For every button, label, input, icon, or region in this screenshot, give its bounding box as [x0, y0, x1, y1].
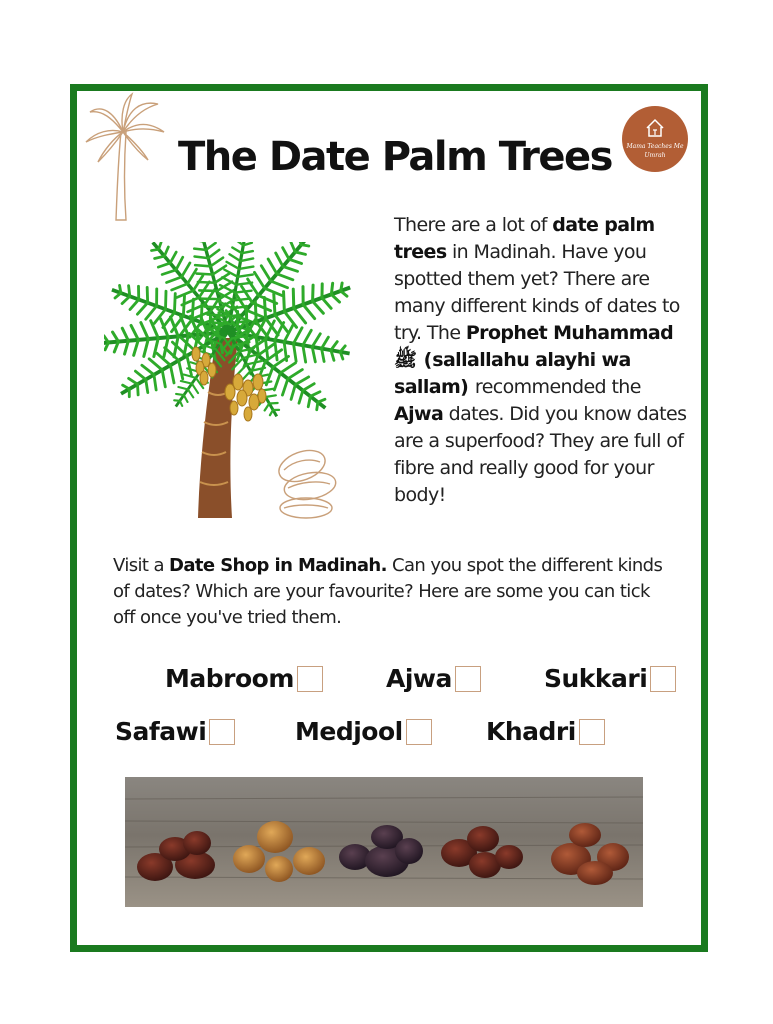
- date-item-mabroom: [165, 664, 323, 693]
- intro-bold-prophet: Prophet Muhammad ﷺ (sallallahu alayhi wa sallam): [394, 322, 674, 398]
- tick-checkbox[interactable]: [579, 719, 605, 745]
- intro-bold-date-palm-trees: date palm trees: [394, 214, 655, 263]
- date-label: Khadri: [486, 717, 576, 746]
- tick-checkbox[interactable]: [297, 666, 323, 692]
- date-item-safawi: [115, 717, 235, 746]
- tick-checkbox[interactable]: [455, 666, 481, 692]
- logo-line-2: Umrah: [644, 152, 666, 159]
- tick-checkbox[interactable]: [650, 666, 676, 692]
- visit-text-1: Visit a: [113, 555, 170, 576]
- intro-paragraph: [394, 212, 694, 509]
- tick-checkbox[interactable]: [406, 719, 432, 745]
- intro-text-2: in Madinah. Have you spotted them yet? There are many different kinds of dates to try. The: [394, 241, 680, 344]
- visit-text-2: Can you spot the different kinds of dates? Which are your favourite? Here are some you can tick off once you've tried them.: [113, 555, 663, 628]
- mama-teaches-me-umrah-logo: [622, 106, 688, 172]
- house-icon: [645, 118, 665, 138]
- intro-text-4: dates. Did you know dates are a superfood? They are full of fibre and really good for your body!: [394, 403, 687, 506]
- tick-checkbox[interactable]: [209, 719, 235, 745]
- intro-text-3: recommended the: [468, 376, 641, 398]
- palm-tree-outline-icon: [84, 92, 168, 222]
- date-label: Mabroom: [165, 664, 294, 693]
- date-palm-illustration: [104, 242, 384, 522]
- date-label: Ajwa: [386, 664, 452, 693]
- intro-text-1: There are a lot of: [394, 214, 553, 236]
- logo-line-1: Mama Teaches Me: [626, 143, 684, 150]
- date-item-ajwa: [386, 664, 481, 693]
- date-item-sukkari: [544, 664, 676, 693]
- intro-bold-ajwa: Ajwa: [394, 403, 444, 425]
- visit-bold-date-shop: Date Shop in Madinah.: [169, 555, 387, 576]
- date-item-khadri: [486, 717, 605, 746]
- date-label: Medjool: [295, 717, 403, 746]
- page-title: The Date Palm Trees: [178, 134, 612, 180]
- dates-sketch-icon: [272, 446, 342, 522]
- date-label: Sukkari: [544, 664, 648, 693]
- dates-photo: [125, 777, 643, 907]
- date-label: Safawi: [115, 717, 207, 746]
- date-item-medjool: [295, 717, 432, 746]
- visit-paragraph: [113, 553, 673, 631]
